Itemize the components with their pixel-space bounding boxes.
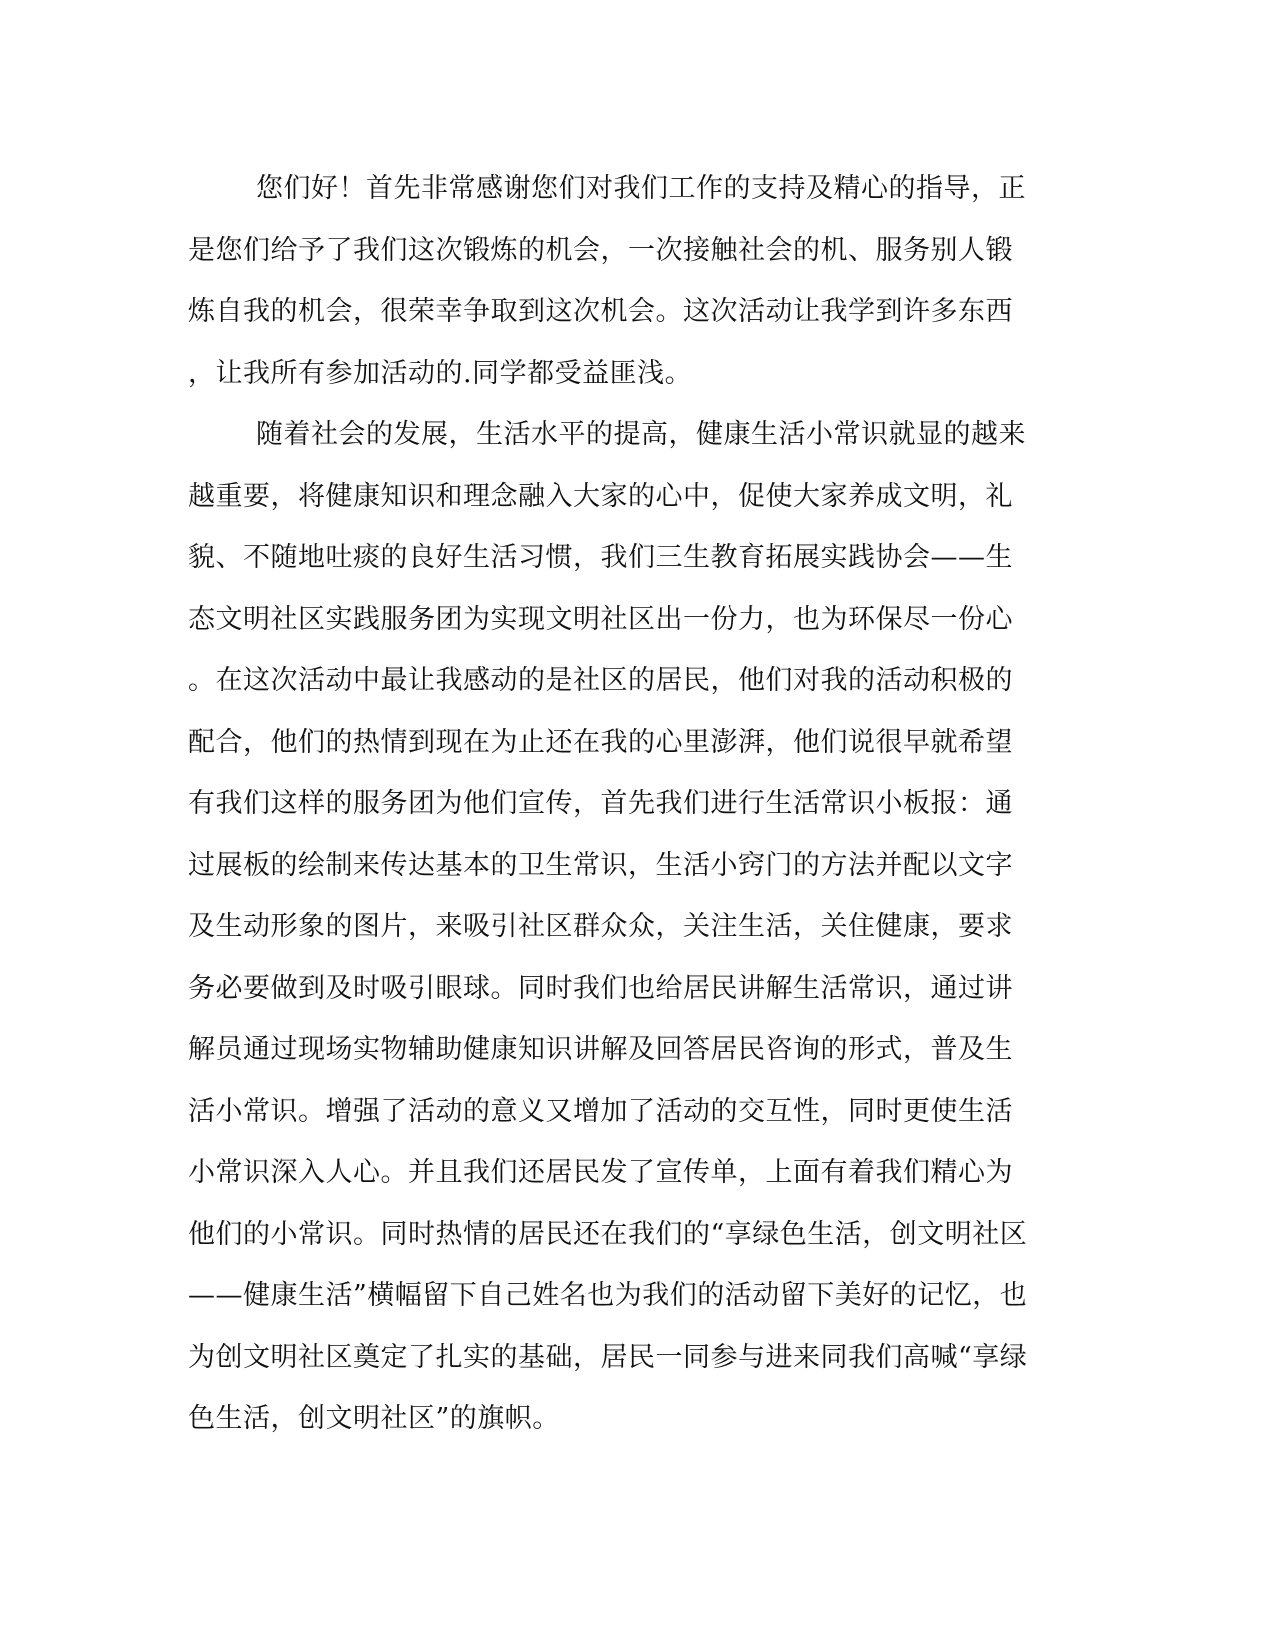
paragraph-line: 及生动形象的图片，来吸引社区群众众，关注生活，关住健康，要求 [188, 911, 1013, 942]
paragraph-line: 解员通过现场实物辅助健康知识讲解及回答居民咨询的形式，普及生 [188, 1034, 1013, 1065]
paragraph-line: 活小常识。增强了活动的意义又增加了活动的交互性，同时更使生活 [188, 1095, 1013, 1127]
paragraph-line: 貌、不随地吐痰的良好生活习惯，我们三生教育拓展实践协会——生 [188, 542, 1013, 573]
document-body [188, 158, 1068, 1450]
paragraph-line: 炼自我的机会，很荣幸争取到这次机会。这次活动让我学到许多东西 [188, 296, 1013, 327]
paragraph-line: ，让我所有参加活动的.同学都受益匪浅。 [188, 357, 693, 389]
paragraph-line: 越重要，将健康知识和理念融入大家的心中，促使大家养成文明，礼 [188, 480, 1013, 512]
paragraph-line: 为创文明社区奠定了扎实的基础，居民一同参与进来同我们高喊“享绿 [188, 1341, 1028, 1373]
paragraph-line: ——健康生活”横幅留下自己姓名也为我们的活动留下美好的记忆，也 [188, 1280, 1028, 1311]
paragraph-line: 小常识深入人心。并且我们还居民发了宣传单，上面有着我们精心为 [188, 1157, 1013, 1188]
paragraph-line: 有我们这样的服务团为他们宣传，首先我们进行生活常识小板报：通 [188, 788, 1013, 819]
paragraph-line: 随着社会的发展，生活水平的提高，健康生活小常识就显的越来 [256, 419, 1026, 450]
paragraph-line: 态文明社区实践服务团为实现文明社区出一份力，也为环保尽一份心 [188, 603, 1013, 635]
paragraph-line: 配合，他们的热情到现在为止还在我的心里澎湃，他们说很早就希望 [188, 726, 1013, 758]
paragraph-2 [188, 404, 1068, 1450]
paragraph-line: 务必要做到及时吸引眼球。同时我们也给居民讲解生活常识，通过讲 [188, 972, 1013, 1004]
paragraph-line: 。在这次活动中最让我感动的是社区的居民，他们对我的活动积极的 [188, 665, 1013, 696]
paragraph-1 [188, 158, 1068, 404]
paragraph-line: 您们好！首先非常感谢您们对我们工作的支持及精心的指导，正 [256, 173, 1026, 204]
paragraph-line: 是您们给予了我们这次锻炼的机会，一次接触社会的机、服务别人锻 [188, 234, 1013, 266]
paragraph-line: 过展板的绘制来传达基本的卫生常识，生活小窍门的方法并配以文字 [188, 849, 1013, 881]
paragraph-line: 色生活，创文明社区”的旗帜。 [188, 1403, 560, 1434]
paragraph-line: 他们的小常识。同时热情的居民还在我们的“享绿色生活，创文明社区 [188, 1218, 1028, 1250]
